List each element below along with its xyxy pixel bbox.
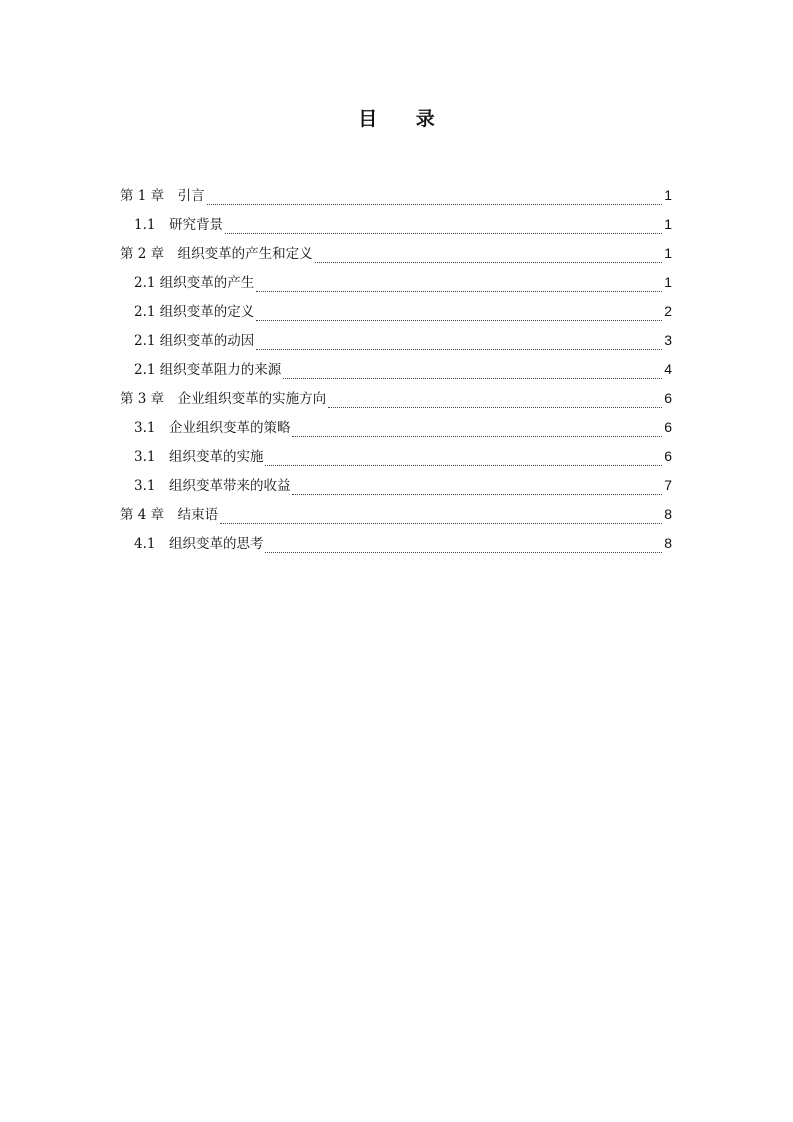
toc-entry-section-2-1b[interactable] — [120, 300, 672, 329]
toc-entry-label: 2.1 组织变革的定义 — [134, 304, 255, 320]
toc-leader-dots — [292, 436, 662, 437]
toc-entry-label: 第 2 章 组织变革的产生和定义 — [120, 246, 313, 262]
toc-entry-label: 3.1 组织变革带来的收益 — [134, 478, 291, 494]
toc-entry-label: 1.1 研究背景 — [134, 217, 223, 233]
toc-page-number: 8 — [664, 535, 672, 551]
toc-page-number: 6 — [664, 448, 672, 464]
toc-leader-dots — [328, 407, 662, 408]
toc-entry-section-2-1c[interactable] — [120, 329, 672, 358]
toc-entry-section-2-1a[interactable] — [120, 271, 672, 300]
table-of-contents — [120, 184, 672, 561]
toc-leader-dots — [265, 465, 662, 466]
toc-entry-chapter-2[interactable] — [120, 242, 672, 271]
toc-entry-section-1-1[interactable] — [120, 213, 672, 242]
toc-page-number: 7 — [664, 477, 672, 493]
toc-page-number: 1 — [664, 187, 672, 203]
toc-leader-dots — [256, 349, 662, 350]
toc-entry-chapter-1[interactable] — [120, 184, 672, 213]
toc-entry-section-3-1a[interactable] — [120, 416, 672, 445]
toc-entry-chapter-4[interactable] — [120, 503, 672, 532]
toc-leader-dots — [256, 291, 662, 292]
toc-page-number: 1 — [664, 274, 672, 290]
toc-entry-label: 第 3 章 企业组织变革的实施方向 — [120, 391, 327, 407]
toc-leader-dots — [225, 233, 662, 234]
toc-page-number: 4 — [664, 361, 672, 377]
toc-entry-label: 第 4 章 结束语 — [120, 507, 219, 523]
toc-entry-label: 第 1 章 引言 — [120, 188, 205, 204]
toc-entry-label: 2.1 组织变革阻力的来源 — [134, 362, 282, 378]
toc-entry-label: 2.1 组织变革的产生 — [134, 275, 255, 291]
toc-page-number: 2 — [664, 303, 672, 319]
toc-leader-dots — [283, 378, 662, 379]
toc-entry-chapter-3[interactable] — [120, 387, 672, 416]
toc-page-number: 6 — [664, 390, 672, 406]
toc-leader-dots — [207, 204, 663, 205]
toc-entry-section-4-1[interactable] — [120, 532, 672, 561]
page-title: 目 录 — [358, 108, 451, 130]
toc-leader-dots — [315, 262, 663, 263]
toc-entry-section-3-1b[interactable] — [120, 445, 672, 474]
toc-entry-label: 3.1 组织变革的实施 — [134, 449, 264, 465]
toc-page-number: 3 — [664, 332, 672, 348]
toc-page-number: 8 — [664, 506, 672, 522]
toc-entry-label: 3.1 企业组织变革的策略 — [134, 420, 291, 436]
toc-leader-dots — [265, 552, 662, 553]
toc-entry-label: 2.1 组织变革的动因 — [134, 333, 255, 349]
toc-leader-dots — [220, 523, 662, 524]
toc-entry-section-3-1c[interactable] — [120, 474, 672, 503]
toc-page-number: 1 — [664, 216, 672, 232]
toc-entry-section-2-1d[interactable] — [120, 358, 672, 387]
toc-page-number: 1 — [664, 245, 672, 261]
toc-page-number: 6 — [664, 419, 672, 435]
toc-leader-dots — [256, 320, 662, 321]
toc-leader-dots — [292, 494, 662, 495]
toc-entry-label: 4.1 组织变革的思考 — [134, 536, 264, 552]
